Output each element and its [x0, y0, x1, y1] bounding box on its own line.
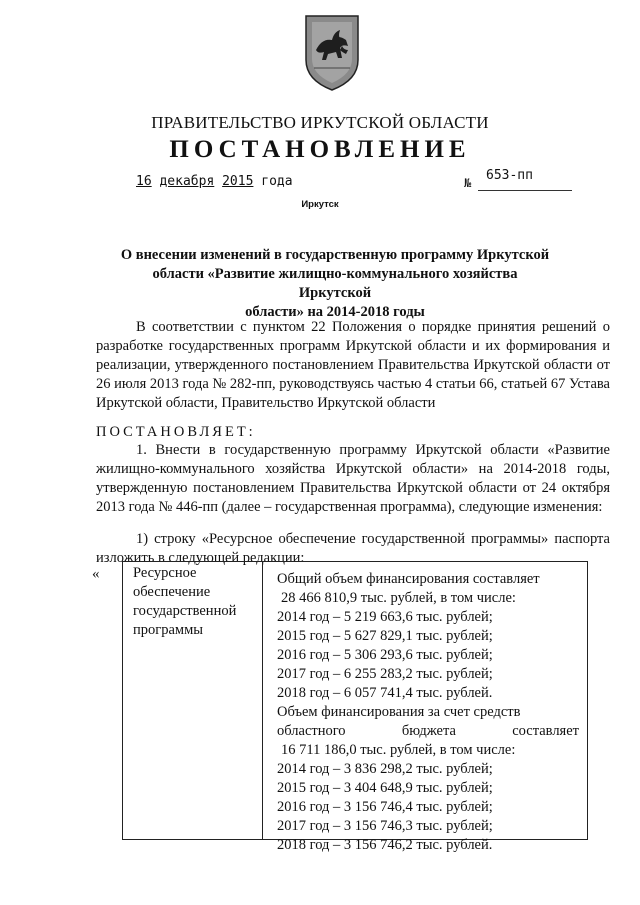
label-line: программы — [133, 622, 203, 638]
regional-year-line: 2018 год – 3 156 746,2 тыс. рублей. — [277, 837, 493, 853]
resource-table-value-cell — [263, 562, 587, 853]
date-day: 16 — [136, 174, 152, 189]
subject-line: области «Развитие жилищно-коммунального хозяйства Иркутской — [152, 266, 518, 301]
resource-table-label-cell — [123, 562, 263, 839]
opening-quote: « — [92, 566, 100, 582]
regional-year-line: 2015 год – 3 404 648,9 тыс. рублей; — [277, 780, 493, 796]
date-year: 2015 — [222, 174, 254, 189]
regional-intro: Объем финансирования за счет средств — [277, 704, 521, 720]
regional-word: областного — [277, 723, 346, 739]
regional-word: бюджета — [401, 723, 456, 739]
regional-year-line: 2017 год – 3 156 746,3 тыс. рублей; — [277, 818, 493, 834]
preamble-paragraph: В соответствии с пунктом 22 Положения о порядке принятия решений о разработке государственных программ Иркутской области и их формирования и реализации, утвержденного постановлением Правительства Иркутской области от 26 июля 2013 года № 282-пп, руководствуясь частью 4 статьи 66, статьей 67 Устава Иркутской области, Правительство Иркутской области — [96, 319, 610, 411]
clause-1-paragraph: 1. Внести в государственную программу Иркутской области «Развитие жилищно-коммунального хозяйства Иркутской области» на 2014-2018 годы, утвержденную постановлением Правительства Иркутской области от 24 октября 2013 года № 446-пп (далее – государственная программа), следующие изменения: — [96, 442, 610, 515]
subject-line: О внесении изменений в государственную программу Иркутской — [120, 247, 550, 263]
label-line: государственной — [133, 603, 237, 619]
decree-word: ПОСТАНОВЛЯЕТ: — [96, 424, 256, 440]
total-year-line: 2017 год – 6 255 283,2 тыс. рублей; — [277, 666, 493, 682]
regional-words — [277, 722, 579, 741]
document-type: ПОСТАНОВЛЕНИЕ — [169, 136, 471, 163]
total-year-line: 2018 год – 6 057 741,4 тыс. рублей. — [277, 685, 493, 701]
total-year-line: 2014 год – 5 219 663,6 тыс. рублей; — [277, 609, 493, 625]
total-year-line: 2015 год – 5 627 829,1 тыс. рублей; — [277, 628, 493, 644]
subject-line: области» на 2014-2018 годы — [245, 304, 425, 320]
regional-year-line: 2014 год – 3 836 298,2 тыс. рублей; — [277, 761, 493, 777]
number-value: 653-пп — [486, 168, 533, 183]
date-month: декабря — [159, 174, 215, 189]
resource-table — [122, 561, 588, 853]
total-value: 28 466 810,9 тыс. рублей, в том числе: — [281, 590, 516, 606]
subclause-1-paragraph: 1) строку «Ресурсное обеспечение государственной программы» паспорта изложить в следующей редакции: — [96, 531, 610, 566]
government-title: ПРАВИТЕЛЬСТВО ИРКУТСКОЙ ОБЛАСТИ — [151, 113, 489, 132]
total-year-line: 2016 год – 5 306 293,6 тыс. рублей; — [277, 647, 493, 663]
label-line: Ресурсное — [133, 565, 197, 581]
number-underline — [478, 190, 572, 191]
city-name: Иркутск — [301, 199, 339, 210]
document-date — [136, 174, 293, 189]
regional-year-line: 2016 год – 3 156 746,4 тыс. рублей; — [277, 799, 493, 815]
total-intro: Общий объем финансирования составляет — [277, 571, 540, 587]
date-suffix: года — [261, 174, 293, 189]
document-subject — [120, 246, 550, 322]
regional-value: 16 711 186,0 тыс. рублей, в том числе: — [281, 742, 516, 758]
regional-word: составляет — [512, 723, 579, 739]
number-sign: № — [464, 176, 472, 190]
label-line: обеспечение — [133, 584, 211, 600]
irkutsk-coat-of-arms-icon — [302, 10, 362, 92]
